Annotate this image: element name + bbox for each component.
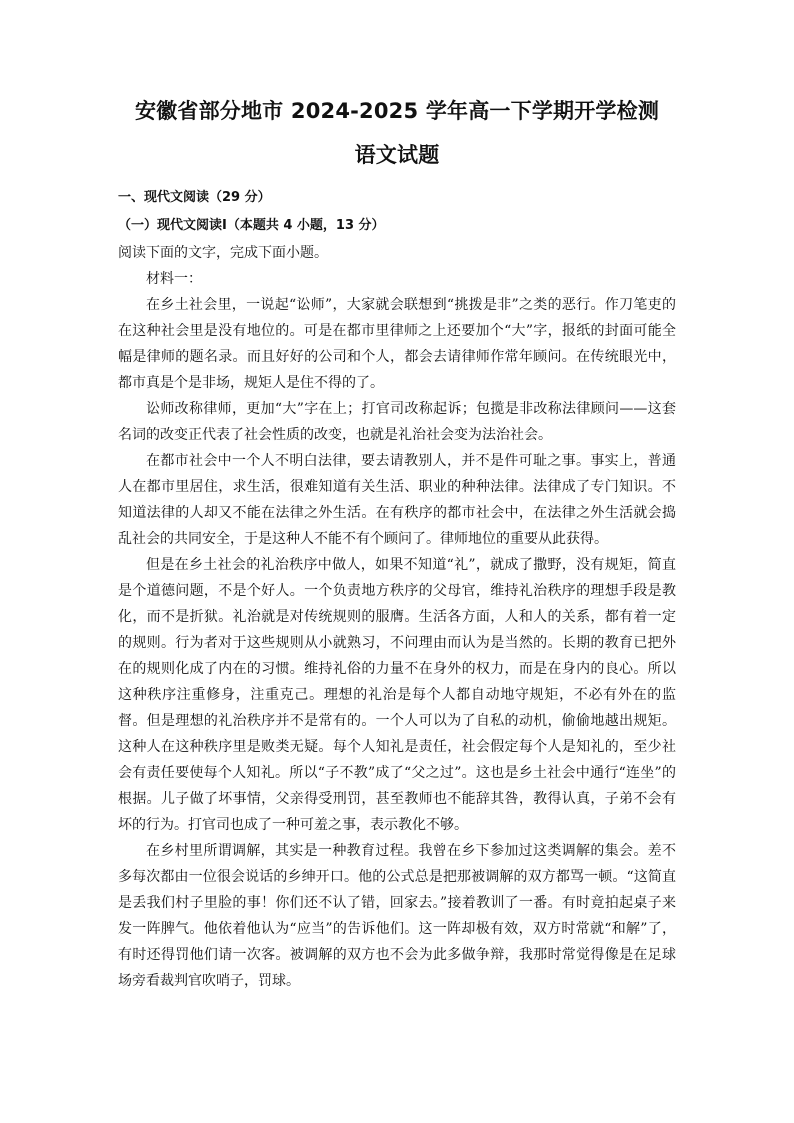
paragraph-5: 在乡村里所谓调解，其实是一种教育过程。我曾在乡下参加过这类调解的集会。差不多每次都由一位很会说话的乡绅开口。他的公式总是把那被调解的双方都骂一顿。“这简直是丢我们村子里脸的事！你们还不认了错，回家去。”接着教训了一番。有时竟拍起桌子来发一阵脾气。他依着他认为“应当”的告诉他们。这一阵却极有效，双方时常就“和解”了，有时还得罚他们请一次客。被调解的双方也不会为此多做争辩，我那时常觉得像是在足球场旁看裁判官吹哨子，罚球。 — [118, 843, 676, 989]
paragraph-3: 在都市社会中一个人不明白法律，要去请教别人，并不是件可耻之事。事实上，普通人在都市里居住，求生活，很难知道有关生活、职业的种种法律。法律成了专门知识。不知道法律的人却又不能在法律之外生活。在有秩序的都市社会中，在法律之外生活就会捣乱社会的共同安全，于是这种人不能不有个顾问了。律师地位的重要从此获得。 — [118, 453, 676, 547]
section-heading-part1-1: （一）现代文阅读Ⅰ（本题共 4 小题，13 分） — [118, 218, 385, 233]
reading-instruction: 阅读下面的文字，完成下面小题。 — [118, 245, 328, 261]
exam-title: 安徽省部分地市 2024-2025 学年高一下学期开学检测 — [134, 99, 660, 123]
material-label: 材料一： — [146, 271, 202, 287]
paragraph-1: 在乡土社会里，一说起“讼师”，大家就会联想到“挑拨是非”之类的恶行。作刀笔吏的在这种社会里是没有地位的。可是在都市里律师之上还要加个“大”字，报纸的封面可能全幅是律师的题名录。而且好好的公司和个人，都会去请律师作常年顾问。在传统眼光中，都市真是个是非场，规矩人是住不得的了。 — [118, 297, 676, 391]
exam-subtitle: 语文试题 — [354, 143, 440, 167]
section-heading-part1: 一、现代文阅读（29 分） — [118, 190, 271, 205]
paragraph-2: 讼师改称律师，更加“大”字在上；打官司改称起诉；包揽是非改称法律顾问——这套名词的改变正代表了社会性质的改变，也就是礼治社会变为法治社会。 — [118, 401, 676, 443]
paragraph-4: 但是在乡土社会的礼治秩序中做人，如果不知道“礼”，就成了撒野，没有规矩，简直是个道德问题，不是个好人。一个负责地方秩序的父母官，维持礼治秩序的理想手段是教化，而不是折狱。礼治就是对传统规则的服膺。生活各方面，人和人的关系，都有着一定的规则。行为者对于这些规则从小就熟习，不问理由而认为是当然的。长期的教育已把外在的规则化成了内在的习惯。维持礼俗的力量不在身外的权力，而是在身内的良心。所以这种秩序注重修身，注重克己。理想的礼治是每个人都自动地守规矩，不必有外在的监督。但是理想的礼治秩序并不是常有的。一个人可以为了自私的动机，偷偷地越出规矩。这种人在这种秩序里是败类无疑。每个人知礼是责任，社会假定每个人是知礼的，至少社会有责任要使每个人知礼。所以“子不教”成了“父之过”。这也是乡土社会中通行“连坐”的根据。儿子做了坏事情，父亲得受刑罚，甚至教师也不能辞其咎，教得认真，子弟不会有坏的行为。打官司也成了一种可羞之事，表示教化不够。 — [118, 557, 676, 833]
